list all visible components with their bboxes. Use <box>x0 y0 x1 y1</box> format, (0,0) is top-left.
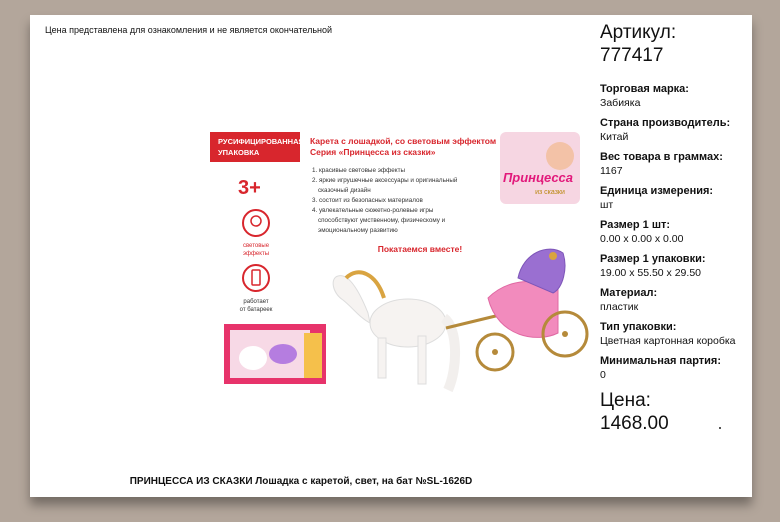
spec-label: Минимальная партия: <box>600 355 721 367</box>
feature2-line-1: работает <box>243 299 269 305</box>
product-caption: ПРИНЦЕССА ИЗ СКАЗКИ Лошадка с каретой, свет, на бат №SL-1626D <box>129 476 473 487</box>
image-title-2: Серия «Принцесса из сказки» <box>310 147 436 157</box>
article-label: Артикул: <box>600 22 677 43</box>
bullet-2: 2. яркие игрушечные аксессуары и оригинальный <box>312 177 458 184</box>
bullet-1: 1. красивые световые эффекты <box>312 167 406 174</box>
price-disclaimer: Цена представлена для ознакомления и не является окончательной <box>45 25 333 35</box>
spec-item <box>600 286 750 315</box>
spec-value: 0.00 x 0.00 x 0.00 <box>600 233 684 245</box>
bullet-3: 3. состоит из безопасных материалов <box>312 197 423 204</box>
spec-label: Торговая марка: <box>600 83 689 95</box>
age-label: 3+ <box>238 177 261 199</box>
logo-line-2: из сказки <box>535 189 565 196</box>
bullet-4b: способствуют умственному, физическому и <box>318 217 446 224</box>
spec-value: Цветная картонная коробка <box>600 335 736 347</box>
spec-label: Единица измерения: <box>600 185 714 197</box>
spec-item <box>600 354 750 383</box>
spec-label: Размер 1 упаковки: <box>600 253 706 265</box>
spec-value: 1167 <box>600 165 623 177</box>
badge-line-2: УПАКОВКА <box>218 148 260 157</box>
price-value: 1468.00 <box>600 413 669 434</box>
spec-value: Китай <box>600 131 629 143</box>
spec-label: Материал: <box>600 287 658 299</box>
spec-value: шт <box>600 199 614 211</box>
spec-item <box>600 218 750 247</box>
bullet-2b: сказочный дизайн <box>318 187 371 194</box>
bullet-4c: эмоциональному развитию <box>318 227 398 234</box>
badge-line-1: РУСИФИЦИРОВАННАЯ <box>218 137 304 146</box>
feature1-line-1: световые <box>242 243 270 249</box>
spec-value: пластик <box>600 301 639 313</box>
spec-item <box>600 82 750 111</box>
article-value: 777417 <box>600 45 664 66</box>
spec-item <box>600 184 750 213</box>
stray-dot <box>719 427 721 429</box>
slogan: Покатаемся вместе! <box>377 244 463 254</box>
logo-line-1: Принцесса <box>502 170 574 185</box>
spec-item <box>600 252 750 281</box>
spec-item <box>600 150 750 179</box>
price-label: Цена: <box>600 390 651 411</box>
spec-value: 0 <box>600 369 606 381</box>
battery-icon <box>243 265 269 291</box>
spec-panel <box>600 21 750 435</box>
spec-value: Забияка <box>600 97 641 109</box>
spec-label: Страна производитель: <box>600 117 731 129</box>
carriage-figure <box>446 249 587 370</box>
bullet-4: 4. увлекательные сюжетно-ролевые игры <box>312 207 434 214</box>
spec-item <box>600 116 750 145</box>
feature1-line-2: эффекты <box>242 251 270 257</box>
spec-label: Размер 1 шт: <box>600 219 671 231</box>
price-block <box>600 389 750 435</box>
image-title-1: Карета с лошадкой, со световым эффектом <box>310 136 497 146</box>
spec-item <box>600 320 750 349</box>
spec-label: Вес товара в граммах: <box>600 151 723 163</box>
product-sheet <box>30 15 752 497</box>
spec-label: Тип упаковки: <box>600 321 677 333</box>
horse-figure <box>333 272 455 390</box>
light-icon <box>243 210 269 236</box>
feature2-line-2: от батареек <box>239 307 273 313</box>
spec-value: 19.00 x 55.50 x 29.50 <box>600 267 701 279</box>
product-image <box>208 128 598 400</box>
